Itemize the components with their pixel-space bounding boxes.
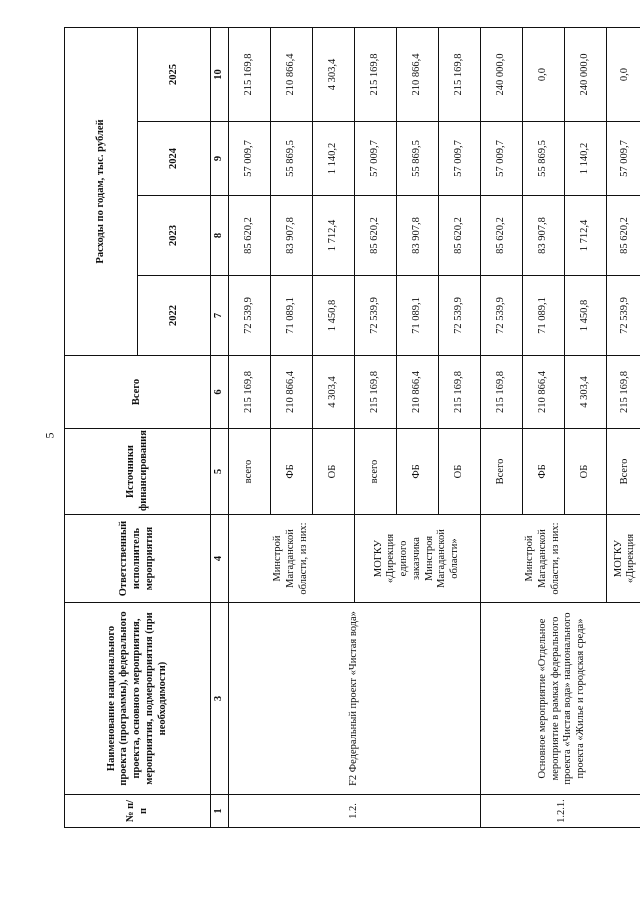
value-2022: 72 539,9	[480, 276, 522, 356]
value-2025: 4 303,4	[312, 27, 354, 121]
executor: Минстрой Магаданской области, из них:	[480, 515, 606, 603]
funding-source: всего	[228, 429, 270, 515]
total-value: 215 169,8	[606, 356, 640, 429]
value-2022: 72 539,9	[228, 276, 270, 356]
value-2023: 1 712,4	[564, 196, 606, 276]
value-2024: 57 009,7	[438, 122, 480, 196]
value-2024: 55 869,5	[522, 122, 564, 196]
value-2025: 210 866,4	[270, 27, 312, 121]
funding-source: всего	[354, 429, 396, 515]
row-number: 1.2.1.	[480, 795, 640, 828]
value-2025: 210 866,4	[396, 27, 438, 121]
value-2024: 1 140,2	[312, 122, 354, 196]
value-2022: 1 450,8	[564, 276, 606, 356]
value-2023: 85 620,2	[438, 196, 480, 276]
total-value: 215 169,8	[480, 356, 522, 429]
value-2023: 1 712,4	[312, 196, 354, 276]
value-2023: 83 907,8	[270, 196, 312, 276]
header-source: Источники финансирования	[65, 429, 211, 515]
header-years-group: Расходы по годам, тыс. рублей	[65, 27, 138, 355]
colnum: 1	[211, 795, 229, 828]
value-2022: 72 539,9	[606, 276, 640, 356]
value-2025: 0,0	[522, 27, 564, 121]
colnum: 4	[211, 515, 229, 603]
colnum: 9	[211, 122, 229, 196]
total-value: 215 169,8	[438, 356, 480, 429]
total-value: 4 303,4	[312, 356, 354, 429]
header-num: № п/п	[65, 795, 211, 828]
column-number-row	[211, 27, 229, 827]
total-value: 210 866,4	[522, 356, 564, 429]
page-number: 5	[42, 432, 57, 439]
value-2025: 240 000,0	[480, 27, 522, 121]
rotated-table-container	[64, 28, 637, 828]
colnum: 5	[211, 429, 229, 515]
value-2022: 72 539,9	[438, 276, 480, 356]
value-2023: 85 620,2	[228, 196, 270, 276]
value-2025: 240 000,0	[564, 27, 606, 121]
funding-source: Всего	[606, 429, 640, 515]
header-executor: Ответственный исполнитель мероприятия	[65, 515, 211, 603]
executor: МОГКУ «Дирекция единого заказчика Минстроя Магаданской области»	[354, 515, 480, 603]
table-row	[480, 27, 522, 827]
funding-source: ФБ	[396, 429, 438, 515]
value-2024: 57 009,7	[480, 122, 522, 196]
value-2022: 71 089,1	[396, 276, 438, 356]
colnum: 10	[211, 27, 229, 121]
value-2025: 215 169,8	[354, 27, 396, 121]
colnum: 6	[211, 356, 229, 429]
funding-source: ФБ	[522, 429, 564, 515]
funding-source: Всего	[480, 429, 522, 515]
value-2022: 71 089,1	[270, 276, 312, 356]
total-value: 215 169,8	[228, 356, 270, 429]
value-2024: 1 140,2	[564, 122, 606, 196]
value-2024: 55 869,5	[270, 122, 312, 196]
table-row	[228, 27, 270, 827]
value-2022: 1 450,8	[312, 276, 354, 356]
value-2024: 55 869,5	[396, 122, 438, 196]
project-name: F2 Федеральный проект «Чистая вода»	[228, 603, 480, 795]
value-2023: 85 620,2	[606, 196, 640, 276]
header-year-2022: 2022	[138, 276, 211, 356]
total-value: 4 303,4	[564, 356, 606, 429]
header-total: Всего	[65, 356, 211, 429]
expenditure-table	[64, 27, 640, 828]
funding-source: ФБ	[270, 429, 312, 515]
value-2023: 85 620,2	[354, 196, 396, 276]
value-2022: 72 539,9	[354, 276, 396, 356]
executor: МОГКУ «Дирекция	[606, 515, 640, 603]
value-2025: 215 169,8	[228, 27, 270, 121]
total-value: 210 866,4	[270, 356, 312, 429]
project-name: Основное мероприятие «Отдельное мероприятие в рамках федерального проекта «Чистая вода» национального проекта «Жилье и городская среда»	[480, 603, 640, 795]
colnum: 7	[211, 276, 229, 356]
header-row-1	[65, 27, 138, 827]
header-year-2025: 2025	[138, 27, 211, 121]
header-year-2023: 2023	[138, 196, 211, 276]
funding-source: ОБ	[564, 429, 606, 515]
colnum: 3	[211, 603, 229, 795]
colnum: 8	[211, 196, 229, 276]
value-2022: 71 089,1	[522, 276, 564, 356]
funding-source: ОБ	[438, 429, 480, 515]
value-2023: 83 907,8	[396, 196, 438, 276]
table-frame	[64, 28, 637, 828]
total-value: 210 866,4	[396, 356, 438, 429]
funding-source: ОБ	[312, 429, 354, 515]
header-name: Наименование национального проекта (программы), федерального проекта, основного мероприятия, мероприятия, подмероприятия (при необходимости)	[65, 603, 211, 795]
value-2024: 57 009,7	[606, 122, 640, 196]
value-2023: 85 620,2	[480, 196, 522, 276]
header-year-2024: 2024	[138, 122, 211, 196]
executor: Минстрой Магаданской области, из них:	[228, 515, 354, 603]
value-2023: 83 907,8	[522, 196, 564, 276]
value-2024: 57 009,7	[354, 122, 396, 196]
row-number: 1.2.	[228, 795, 480, 828]
value-2024: 57 009,7	[228, 122, 270, 196]
value-2025: 215 169,8	[438, 27, 480, 121]
total-value: 215 169,8	[354, 356, 396, 429]
value-2025: 0,0	[606, 27, 640, 121]
